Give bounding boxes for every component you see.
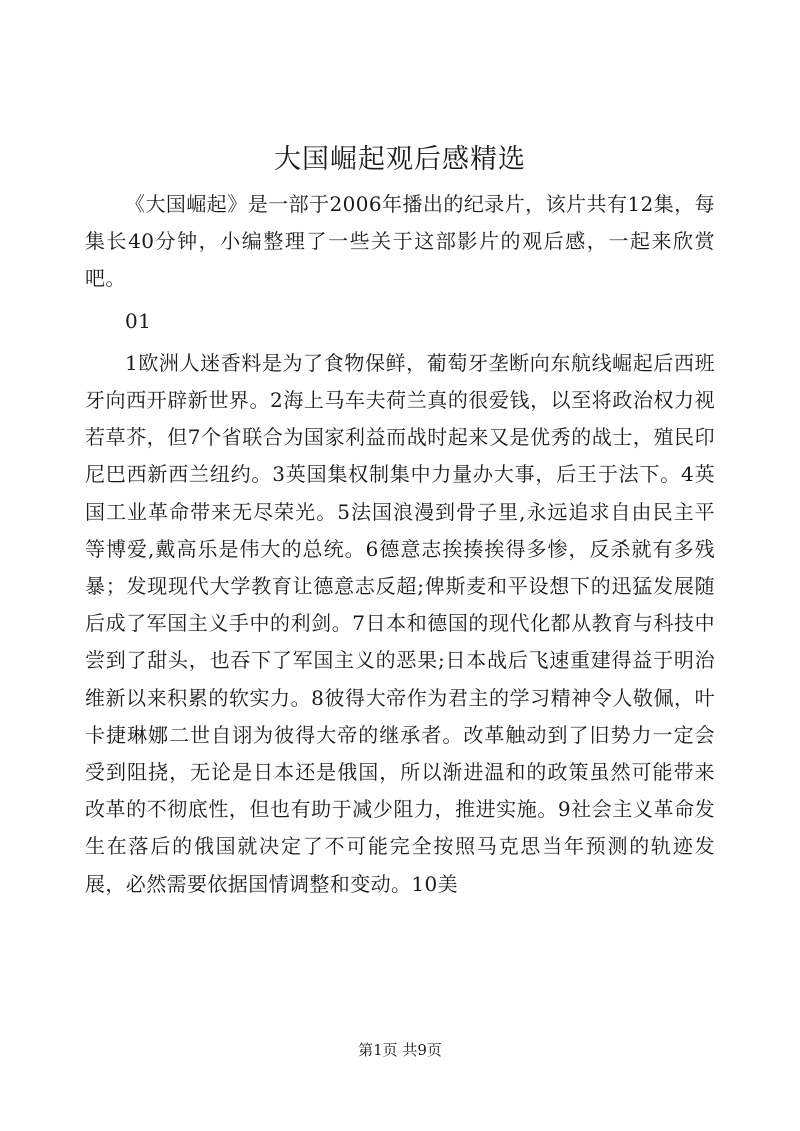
page-footer: 第1页 共9页 <box>358 1041 442 1059</box>
body-paragraph: 1欧洲人迷香料是为了食物保鲜，葡萄牙垄断向东航线崛起后西班牙向西开辟新世界。2海上马车夫荷兰真的很爱钱，以至将政治权力视若草芥，但7个省联合为国家利益而战时起来又是优秀的战士，殖民印尼巴西新西兰纽约。3英国集权制集中力量办大事，后王于法下。4英国工业革命带来无尽荣光。5法国浪漫到骨子里,永远追求自由民主平等博爱,戴高乐是伟大的总统。6德意志挨揍挨得多惨，反杀就有多残暴；发现现代大学教育让德意志反超;俾斯麦和平设想下的迅猛发展随后成了军国主义手中的利剑。7日本和德国的现代化都从教育与科技中尝到了甜头，也吞下了军国主义的恶果;日本战后飞速重建得益于明治维新以来积累的软实力。8彼得大帝作为君主的学习精神令人敬佩，叶卡捷琳娜二世自诩为彼得大帝的继承者。改革触动到了旧势力一定会受到阻挠，无论是日本还是俄国，所以渐进温和的政策虽然可能带来改革的不彻底性，但也有助于减少阻力，推进实施。9社会主义革命发生在落后的俄国就决定了不可能完全按照马克思当年预测的轨迹发展，必然需要依据国情调整和变动。10美 <box>85 350 715 896</box>
intro-paragraph: 《大国崛起》是一部于2006年播出的纪录片，该片共有12集，每集长40分钟，小编整理了一些关于这部影片的观后感，一起来欣赏吧。 <box>85 192 715 291</box>
document-title: 大国崛起观后感精选 <box>274 144 526 175</box>
section-number: 01 <box>125 308 152 333</box>
document-body <box>85 186 715 903</box>
